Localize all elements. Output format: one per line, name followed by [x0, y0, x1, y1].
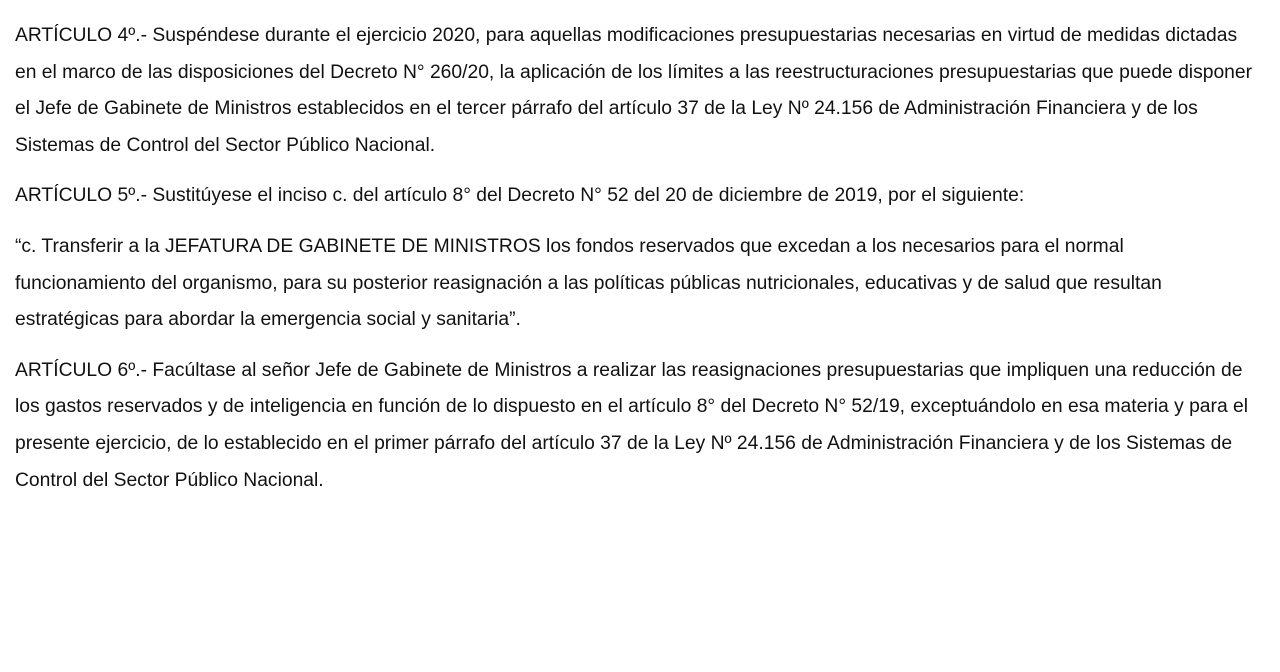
document-body: [15, 18, 1255, 513]
article-6-paragraph: ARTÍCULO 6º.- Facúltase al señor Jefe de Gabinete de Ministros a realizar las reasignaciones presupuestarias que impliquen una reducción de los gastos reservados y de inteligencia en función de lo dispuesto en el artículo 8° del Decreto N° 52/19, exceptuándolo en esa materia y para el presente ejercicio, de lo establecido en el primer párrafo del artículo 37 de la Ley Nº 24.156 de Administración Financiera y de los Sistemas de Control del Sector Público Nacional.: [15, 359, 1249, 491]
article-5-quoted-clause: “c. Transferir a la JEFATURA DE GABINETE DE MINISTROS los fondos reservados que excedan a los necesarios para el normal funcionamiento del organismo, para su posterior reasignación a las políticas públicas nutricionales, educativas y de salud que resultan estratégicas para abordar la emergencia social y sanitaria”.: [15, 235, 1162, 331]
article-5-paragraph: ARTÍCULO 5º.- Sustitúyese el inciso c. del artículo 8° del Decreto N° 52 del 20 de diciembre de 2019, por el siguiente:: [15, 185, 1025, 207]
article-4-paragraph: ARTÍCULO 4º.- Suspéndese durante el ejercicio 2020, para aquellas modificaciones presupuestarias necesarias en virtud de medidas dictadas en el marco de las disposiciones del Decreto N° 260/20, la aplicación de los límites a las reestructuraciones presupuestarias que puede disponer el Jefe de Gabinete de Ministros establecidos en el tercer párrafo del artículo 37 de la Ley Nº 24.156 de Administración Financiera y de los Sistemas de Control del Sector Público Nacional.: [15, 25, 1253, 156]
